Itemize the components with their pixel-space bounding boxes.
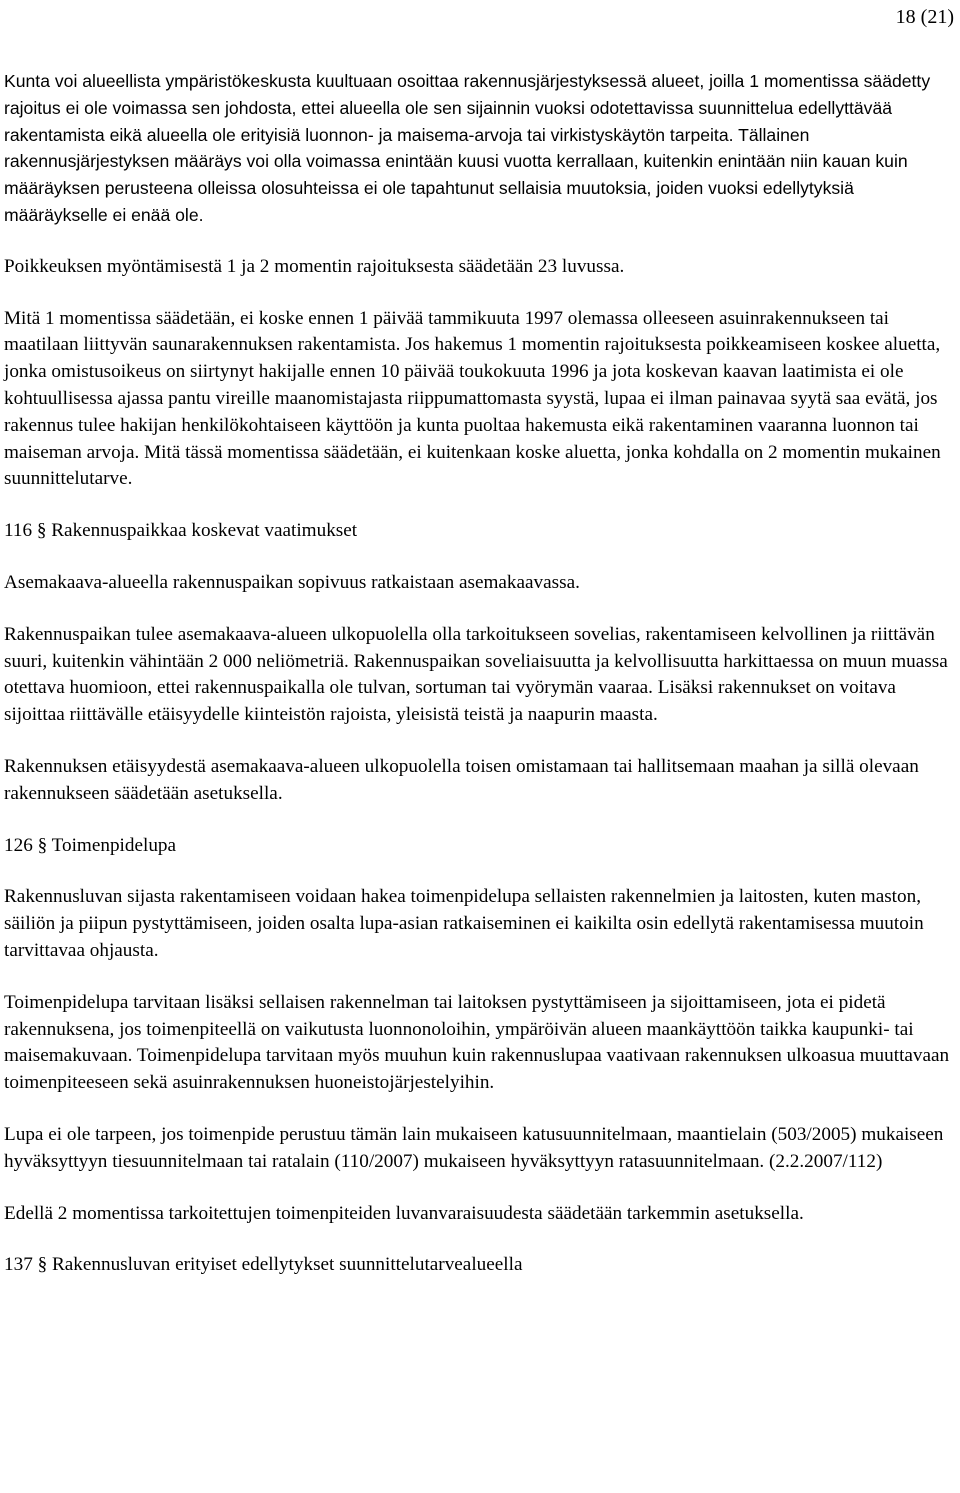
paragraph-kunta-part-2: Tällainen rakennusjärjestyksen määräys voi olla voimassa enintään kuusi vuotta kerrallaan, kuitenkin enintään niin kauan kuin määräyksen perusteena olleissa olosuhteissa ei ole tapahtunut sellaisia muutoksia, joiden vuoksi edellytyksiä määräykselle ei enää ole. — [4, 124, 908, 225]
paragraph-edella: Edellä 2 momentissa tarkoitettujen toimenpiteiden luvanvaraisuudesta säädetään tarkemmin asetuksella. — [4, 1202, 804, 1224]
document-body — [4, 68, 954, 1304]
section-heading-137: 137 § Rakennusluvan erityiset edellytykset suunnittelutarvealueella — [4, 1254, 523, 1276]
paragraph-toimenpidelupa: Toimenpidelupa tarvitaan lisäksi sellaisen rakennelman tai laitoksen pystyttämiseen ja sijoittamiseen, jota ei pidetä rakennuksena, jos toimenpiteellä on vaikutusta luonnonoloihin, ympäröivän alueen maankäyttöön taikka kaupunki- tai maisemakuvaan. Toimenpidelupa tarvitaan myös muuhun kuin rakennuslupaa vaativaan rakennuksen ulkoasua muuttavaan toimenpiteeseen sekä asuinrakennuksen huoneistojärjestelyihin. — [4, 991, 950, 1094]
section-heading-116: 116 § Rakennuspaikkaa koskevat vaatimukset — [4, 520, 358, 542]
paragraph-asemakaava: Asemakaava-alueella rakennuspaikan sopivuus ratkaistaan asemakaavassa. — [4, 571, 580, 593]
paragraph-etaisyys: Rakennuksen etäisyydestä asemakaava-alueen ulkopuolella toisen omistamaan tai hallitsemaan maahan ja sillä olevaan rakennukseen säädetään asetuksella. — [4, 755, 919, 804]
paragraph-poikkeus: Poikkeuksen myöntämisestä 1 ja 2 momentin rajoituksesta säädetään 23 luvussa. — [4, 255, 625, 277]
paragraph-kunta-part-1: Kunta voi alueellista ympäristökeskusta kuultuaan osoittaa rakennusjärjestyksessä alueet, joilla 1 momentissa säädetty rajoitus ei ole voimassa sen johdosta, ettei alueella ole sen sijainnin vuoksi odotettavissa suunnittelua edellyttävää rakentamista eikä alueella ole erityisiä luonnon- ja maisema-arvoja tai virkistyskäytön tarpeita. — [4, 71, 931, 145]
paragraph-rakennuspaikan: Rakennuspaikan tulee asemakaava-alueen ulkopuolella olla tarkoitukseen sovelias, rakentamiseen kelvollinen ja riittävän suuri, kuitenkin vähintään 2 000 neliömetriä. Rakennuspaikan soveliaisuutta ja kelvollisuutta harkittaessa on muun muassa otettava huomioon, ettei rakennuspaikalla ole tulvan, sortuman tai vyörymän vaaraa. Lisäksi rakennukset on voitava sijoittaa riittävälle etäisyydelle kiinteistön rajoista, yleisistä teistä ja naapurin maasta. — [4, 623, 948, 726]
page-number: 18 (21) — [895, 6, 954, 28]
section-heading-126: 126 § Toimenpidelupa — [4, 834, 177, 856]
paragraph-lupa: Lupa ei ole tarpeen, jos toimenpide perustuu tämän lain mukaiseen katusuunnitelmaan, maantielain (503/2005) mukaiseen hyväksyttyyn tiesuunnitelmaan tai ratalain (110/2007) mukaiseen hyväksyttyyn ratasuunnitelmaan. (2.2.2007/112) — [4, 1123, 944, 1172]
paragraph-kunta — [4, 68, 954, 229]
paragraph-mita: Mitä 1 momentissa säädetään, ei koske ennen 1 päivää tammikuuta 1997 olemassa olleeseen asuinrakennukseen tai maatilaan liittyvän saunarakennuksen rakentamista. Jos hakemus 1 momentin rajoituksesta poikkeamiseen koskee aluetta, jonka omistusoikeus on siirtynyt hakijalle ennen 10 päivää toukokuuta 1996 ja jota koskevan kaavan laatimista ei ole kohtuullisessa ajassa pantu vireille maanomistajasta riippumattomasta syystä, lupaa ei ilman painavaa syytä saa evätä, jos rakennus tulee hakijan henkilökohtaiseen käyttöön ja kunta puoltaa hakemusta eikä rakentaminen vaaranna luonnon tai maiseman arvoja. Mitä tässä momentissa säädetään, ei kuitenkaan koske aluetta, jonka kohdalla on 2 momentin mukainen suunnittelutarve. — [4, 307, 941, 490]
paragraph-rakennusluvan: Rakennusluvan sijasta rakentamiseen voidaan hakea toimenpidelupa sellaisten rakennelmien ja laitosten, kuten maston, säiliön ja piipun pystyttämiseen, joiden osalta lupa-asian ratkaiseminen ei kaikilta osin edellytä rakentamisessa muutoin tarvittavaa ohjausta. — [4, 886, 924, 961]
